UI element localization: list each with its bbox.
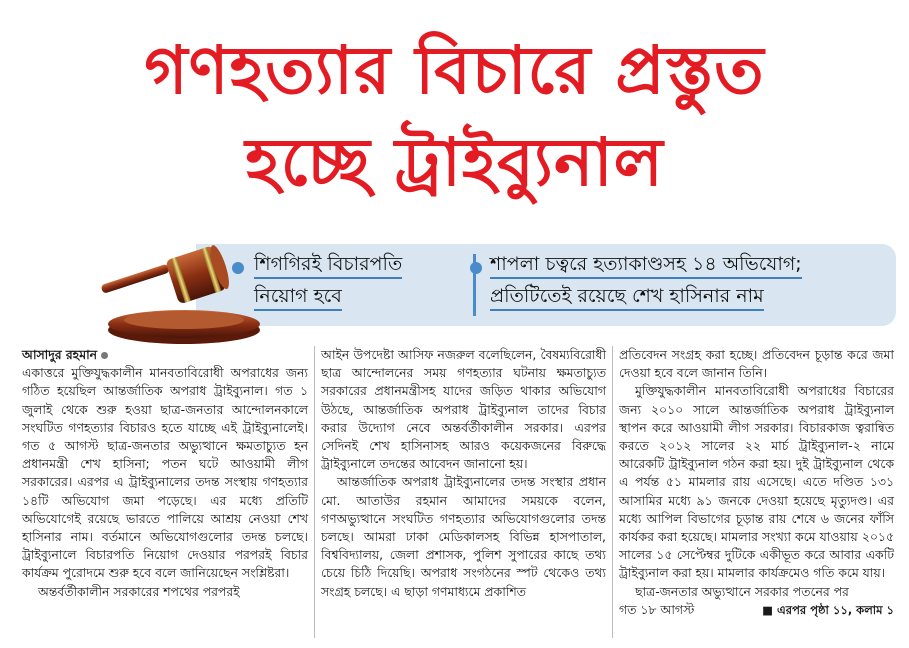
article-column-2 (321, 346, 606, 601)
col3-paragraph-1: প্রতিবেদন সংগ্রহ করা হচ্ছে। প্রতিবেদন চূড়ান্ত করে জমা দেওয়া হবে বলে জানান তিনি। (619, 347, 894, 381)
col3-paragraph-3: ছাত্র-জনতার অভ্যুত্থানে সরকার পতনের পর (635, 583, 849, 599)
jump-line (619, 601, 894, 619)
col1-paragraph-1: একাত্তরে মুক্তিযুদ্ধকালীন মানবতাবিরোধী অপরাধের জন্য গঠিত হয়েছিল আন্তর্জাতিক অপরাধ ট্রাইব্যুনাল। গত ১ জুলাই থেকে শুরু হওয়া ছাত্র-জনতার আন্দোলনকালে সংঘটিত গণহত্যার বিচারও হতে যাচ্ছে এই ট্রাইব্যুনালেই। গত ৫ আগস্ট ছাত্র-জনতার অভ্যুত্থানে ক্ষমতাচ্যুত হন প্রধানমন্ত্রী শেখ হাসিনা; পতন ঘটে আওয়ামী লীগ সরকারের। এরপর এ ট্রাইব্যুনালের তদন্ত সংস্থায় গণহত্যার ১৪টি অভিযোগ জমা পড়েছে। এর মধ্যে প্রতিটি অভিযোগেই রয়েছে ভারতে পালিয়ে আশ্রয় নেওয়া শেখ হাসিনার নাম। বর্তমানে অভিযোগগুলোর তদন্ত চলছে। ট্রাইব্যুনালে বিচারপতি নিয়োগ দেওয়ার পরপরই বিচার কার্যক্রম পুরোদমে শুরু হবে বলে জানিয়েছেন সংশ্লিষ্টরা। (22, 365, 308, 581)
subhead-1-line-1: শিগগিরই বিচারপতি (254, 253, 402, 279)
article-column-1 (22, 346, 308, 601)
col3-paragraph-4-lead: গত ১৮ আগস্ট (619, 601, 695, 617)
col1-paragraph-2: অন্তর্বর্তীকালীন সরকারের শপথের পরপরই (38, 583, 240, 599)
headline-line-2: হচ্ছে ট্রাইব্যুনাল (245, 124, 664, 201)
continued-jump[interactable]: ■ এরপর পৃষ্ঠা ১১, কলাম ১ (762, 602, 894, 617)
column-rule (612, 346, 613, 638)
column-rule (314, 346, 315, 638)
col2-paragraph-1: আইন উপদেষ্টা আসিফ নজরুল বলেছিলেন, বৈষম্যবিরোধী ছাত্র আন্দোলনের সময় গণহত্যার ঘটনায় ক্ষমতাচ্যুত সরকারের প্রধানমন্ত্রীসহ যাদের জড়িত থাকার অভিযোগ উঠছে, আন্তর্জাতিক অপরাধ ট্রাইব্যুনাল তাদের বিচার করার উদ্যোগ নেবে অন্তর্বর্তীকালীন সরকার। এরপর সেদিনই শেখ হাসিনাসহ আরও কয়েকজনের বিরুদ্ধে ট্রাইব্যুনালে তদন্তের আবেদন জানানো হয়। (321, 347, 606, 472)
byline-dot-icon (101, 352, 108, 359)
gavel-icon (86, 238, 266, 348)
subhead-1 (254, 250, 402, 310)
subhead-2-line-1: শাপলা চত্বরে হত্যাকাণ্ডসহ ১৪ অভিযোগ; (490, 253, 802, 279)
bullet-icon (232, 262, 244, 274)
col3-paragraph-2: মুক্তিযুদ্ধকালীন মানবতাবিরোধী অপরাধের বিচারের জন্য ২০১০ সালে আন্তর্জাতিক অপরাধ ট্রাইব্যুনাল স্থাপন করে আওয়ামী লীগ সরকার। বিচারকাজ ত্বরান্বিত করতে ২০১২ সালের ২২ মার্চ ট্রাইব্যুনাল-২ নামে আরেকটি ট্রাইব্যুনাল গঠন করা হয়। দুই ট্রাইব্যুনাল থেকে এ পর্যন্ত ৫১ মামলার রায় এসেছে। এতে দণ্ডিত ১৩১ আসামির মধ্যে ৯১ জনকে দেওয়া হয়েছে মৃত্যুদণ্ড। এর মধ্যে আপিল বিভাগের চূড়ান্ত রায় শেষে ৬ জনের ফাঁসি কার্যকর করা হয়েছে। মামলার সংখ্যা কমে যাওয়ায় ২০১৫ সালের ১৫ সেপ্টেম্বর দুটিকে একীভূত করে আবার একটি ট্রাইব্যুনাল করা হয়। মামলার কার্যক্রমেও গতি কমে যায়। (619, 383, 894, 581)
subhead-1-line-2: নিয়োগ হবে (254, 285, 342, 311)
byline-name: আসাদুর রহমান (22, 347, 98, 362)
col2-paragraph-2: আন্তর্জাতিক অপরাধ ট্রাইব্যুনালের তদন্ত সংস্থার প্রধান মো. আতাউর রহমান আমাদের সময়কে বলেন, গণঅভ্যুত্থানে সংঘটিত গণহত্যার অভিযোগগুলোর তদন্ত চলছে। আমরা ঢাকা মেডিকালসহ বিভিন্ন হাসপাতাল, বিশ্ববিদ্যালয়, জেলা প্রশাসক, পুলিশ সুপারের কাছে তথ্য চেয়ে চিঠি দিয়েছি। অপরাধ সংগঠনের স্পট থেকেও তথ্য সংগ্রহ চলছে। এ ছাড়া গণমাধ্যমে প্রকাশিত (321, 474, 606, 599)
headline-line-1: গণহত্যার বিচারে প্রস্তুত (144, 32, 765, 109)
bullet-icon (470, 262, 482, 274)
subhead-2-line-2: প্রতিটিতেই রয়েছে শেখ হাসিনার নাম (490, 285, 764, 311)
article-column-3 (619, 346, 894, 619)
subhead-2 (490, 250, 802, 310)
byline (22, 346, 308, 364)
